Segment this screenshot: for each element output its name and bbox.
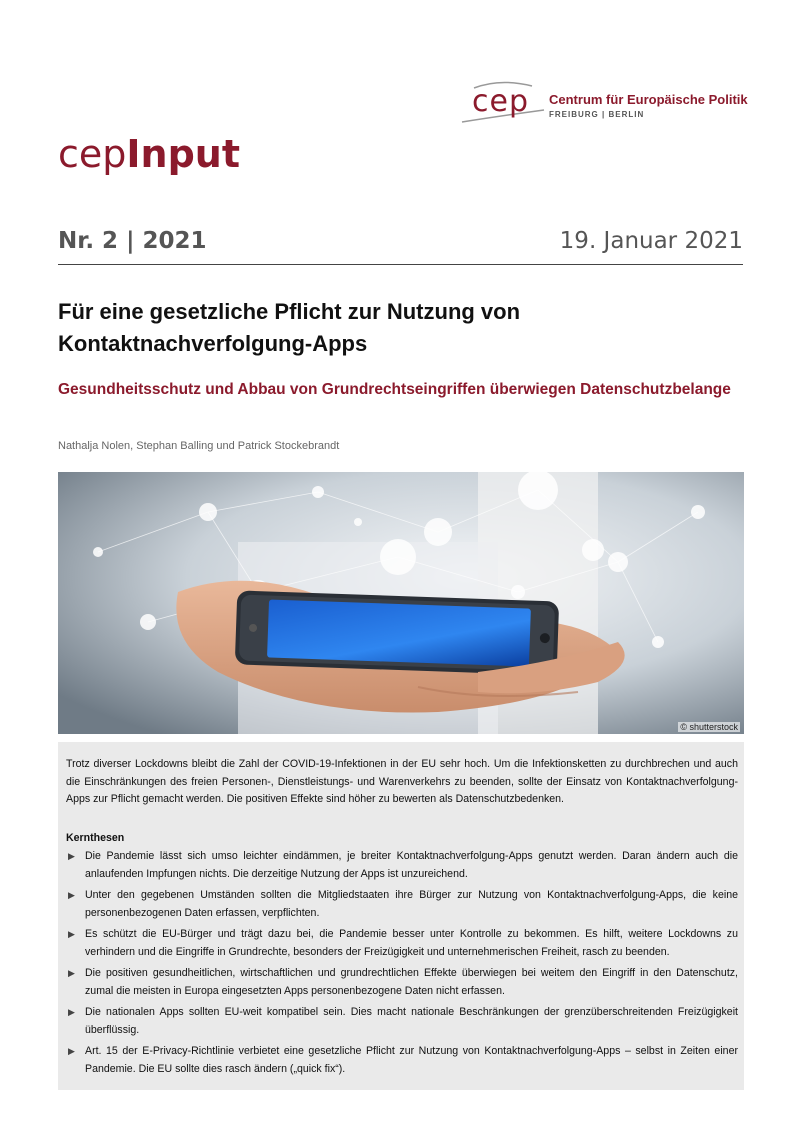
triangle-bullet-icon: ▶ xyxy=(68,851,75,861)
series-prefix: cep xyxy=(58,132,127,176)
summary-intro: Trotz diverser Lockdowns bleibt die Zahl der COVID-19-Infektionen in der EU sehr hoch. Um die Infektionsketten zu durchbrechen und auch die Einschränkungen des freien Personen-, Dienstleistungs- und Warenverkehrs zu beenden, sollte der Einsatz von Kontaktnachverfolgung-Apps zur Pflicht gemacht werden. Die positiven Effekte sind höher zu bewerten als Datenschutzbedenken. xyxy=(66,758,738,805)
theses-list xyxy=(66,848,738,1082)
theses-heading: Kernthesen xyxy=(66,832,125,844)
list-item xyxy=(66,926,738,961)
series-suffix: Input xyxy=(126,132,241,176)
summary-box xyxy=(58,742,744,1090)
series-title xyxy=(58,132,240,176)
triangle-bullet-icon: ▶ xyxy=(68,929,75,939)
header-divider xyxy=(58,264,743,265)
logo-name: Centrum für Europäische Politik xyxy=(549,92,748,107)
cep-logo xyxy=(458,80,758,130)
thesis-text: Es schützt die EU-Bürger und trägt dazu bei, die Pandemie besser unter Kontrolle zu bekommen. Es hilft, weitere Lockdowns zu verhindern und die Eingriffe in Grundrechte, besonders der Freizügigkeit und unternehmerischen Freiheit, rasch zu beenden. xyxy=(85,928,738,958)
logo-mark: cep xyxy=(472,84,529,119)
thesis-text: Die Pandemie lässt sich umso leichter eindämmen, je breiter Kontaktnachverfolgung-Apps genutzt werden. Daran ändern auch die anlaufenden Impfungen nichts. Die derzeitige Nutzung der Apps ist unzureichend. xyxy=(85,850,738,880)
thesis-text: Die positiven gesundheitlichen, wirtschaftlichen und grundrechtlichen Effekte überwiegen bei weitem den Eingriff in den Datenschutz, zumal die meisten in Europa eingesetzten Apps personenbezogene Daten nicht erfassen. xyxy=(85,967,738,997)
hero-image xyxy=(58,472,744,734)
list-item xyxy=(66,887,738,922)
page-subtitle: Gesundheitsschutz und Abbau von Grundrechtseingriffen überwiegen Datenschutzbelange xyxy=(58,381,731,398)
issue-number: Nr. 2 | 2021 xyxy=(58,228,207,254)
list-item xyxy=(66,965,738,1000)
triangle-bullet-icon: ▶ xyxy=(68,890,75,900)
image-credit: © shutterstock xyxy=(680,722,738,732)
thesis-text: Die nationalen Apps sollten EU-weit kompatibel sein. Dies macht nationale Beschränkungen der grenzüberschreitenden Freizügigkeit überflüssig. xyxy=(85,1006,738,1036)
hand-smartphone-illustration xyxy=(58,472,744,734)
list-item xyxy=(66,1043,738,1078)
triangle-bullet-icon: ▶ xyxy=(68,1007,75,1017)
logo-city: FREIBURG | BERLIN xyxy=(549,110,645,119)
thesis-text: Art. 15 der E-Privacy-Richtlinie verbietet eine gesetzliche Pflicht zur Nutzung von Kontaktnachverfolgung-Apps – selbst in Zeiten einer Pandemie. Die EU sollte dies rasch ändern („quick fix“). xyxy=(85,1045,738,1075)
triangle-bullet-icon: ▶ xyxy=(68,968,75,978)
list-item xyxy=(66,1004,738,1039)
triangle-bullet-icon: ▶ xyxy=(68,1046,75,1056)
authors: Nathalja Nolen, Stephan Balling und Patrick Stockebrandt xyxy=(58,440,340,452)
page-title: Für eine gesetzliche Pflicht zur Nutzung von Kontaktnachverfolgung-Apps xyxy=(58,299,521,356)
publication-date: 19. Januar 2021 xyxy=(559,228,743,254)
thesis-text: Unter den gegebenen Umständen sollten die Mitgliedstaaten ihre Bürger zur Nutzung von Kontaktnachverfolgung-Apps, die keine personenbezogenen Daten erfassen, verpflichten. xyxy=(85,889,738,919)
list-item xyxy=(66,848,738,883)
